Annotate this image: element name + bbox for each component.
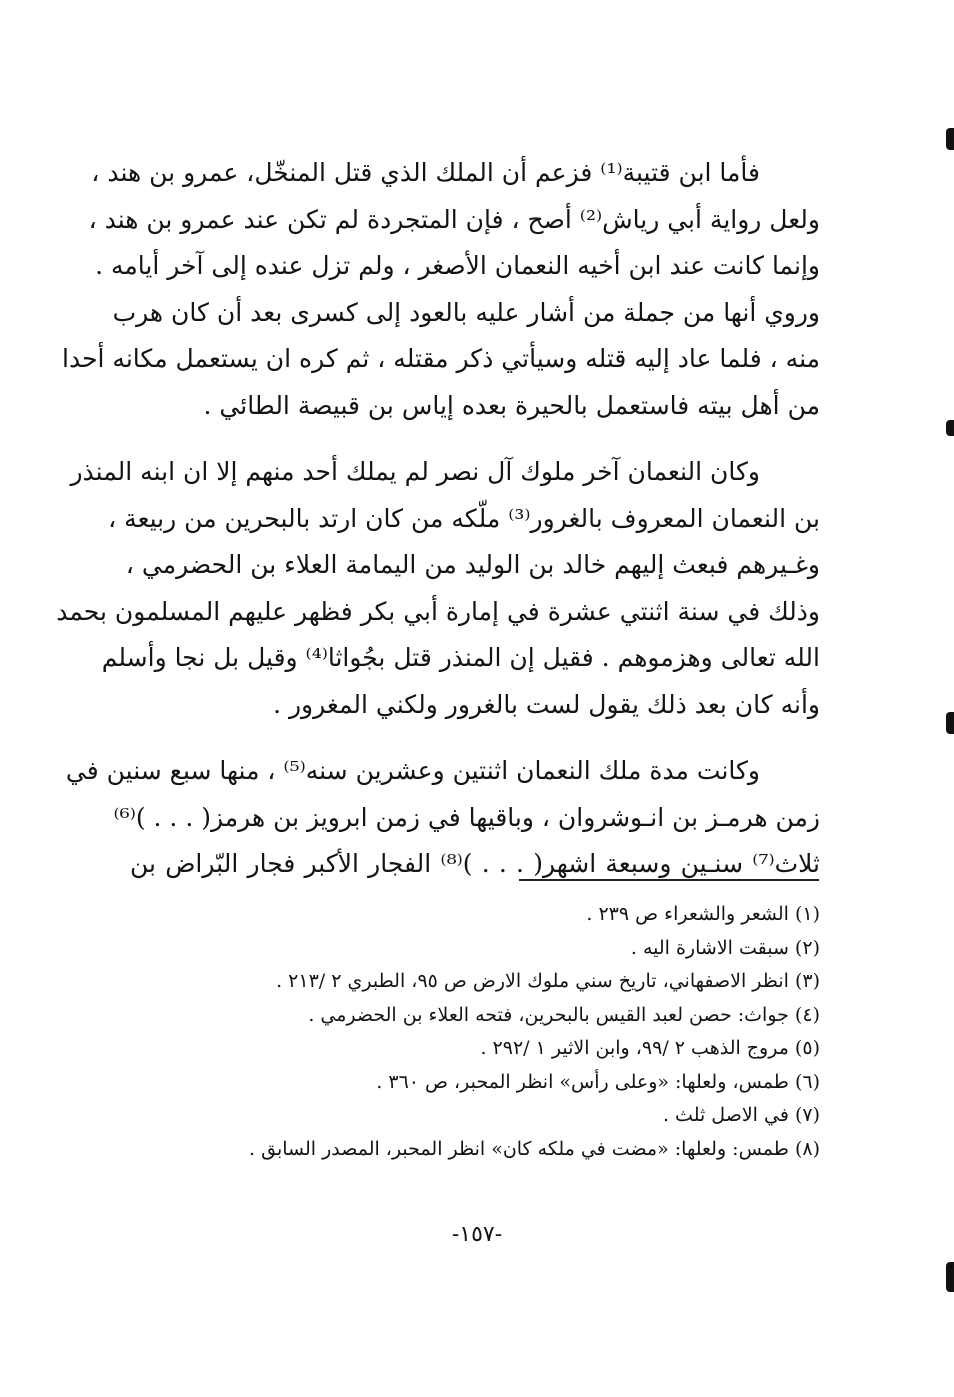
footnote: (٨) طمس: ولعلها: «مضت في ملكه كان» انظر المحبر، المصدر السابق . [249, 1137, 820, 1160]
text-line: وأنه كان بعد ذلك يقول لست بالغرور ولكني المغرور . [273, 689, 820, 719]
text-line: بن النعمان المعروف بالغرور⁽³⁾ ملّكه من كان ارتد بالبحرين من ربيعة ، [108, 503, 820, 533]
text-line: من أهل بيته فاستعمل بالحيرة بعده إياس بن قبيصة الطائي . [203, 390, 820, 420]
footnote: (٧) في الاصل ثلث . [662, 1104, 820, 1126]
footnote: (٤) جواث: حصن لعبد القيس بالبحرين، فتحه العلاء بن الحضرمي . [308, 1003, 820, 1026]
paragraph-2 [56, 449, 820, 728]
footnote: (٦) طمس، ولعلها: «وعلى رأس» انظر المحبر، ص ٣٦٠ . [376, 1070, 820, 1093]
paragraph-3 [65, 748, 820, 888]
main-text [56, 150, 820, 908]
footnote: (٣) انظر الاصفهاني، تاريخ سني ملوك الارض ص ٩٥، الطبري ٢ /٢١٣ . [276, 970, 820, 992]
binding-mark [946, 128, 954, 150]
paragraph-1 [62, 150, 820, 429]
binding-mark [946, 420, 954, 436]
text-line: منه ، فلما عاد إليه قتله وسيأتي ذكر مقتله ، ثم كره ان يستعمل مكانه أحدا [62, 344, 820, 373]
text-line: وكانت مدة ملك النعمان اثنتين وعشرين سنه⁽⁵⁾ ، منها سبع سنين في [65, 756, 760, 785]
text-line: الله تعالى وهزموهم . فقيل إن المنذر قتل بجُواثا⁽⁴⁾ وقيل بل نجا وأسلم [101, 643, 820, 672]
text-line: وإنما كانت عند ابن أخيه النعمان الأصغر ، ولم تزل عنده إلى آخر أيامه . [95, 251, 820, 280]
page-number: -١٥٧- [451, 1222, 503, 1247]
text-line: ثلاث⁽⁷⁾ سنـين وسبعة اشهر( . . . )⁽⁸⁾ الفجار الأكبر فجار البّراض بن [130, 849, 820, 878]
text-line: وكان النعمان آخر ملوك آل نصر لم يملك أحد منهم إلا ان ابنه المنذر [70, 457, 760, 486]
text-line: وغـيرهم فبعث إليهم خالد بن الوليد من اليمامة العلاء بن الحضرمي ، [125, 550, 820, 579]
text-line: وذلك في سنة اثنتي عشرة في إمارة أبي بكر فظهر عليهم المسلمون بحمد [56, 596, 820, 626]
text-line: زمن هرمـز بن انـوشروان ، وباقيها في زمن ابرويز بن هرمز( . . . )⁽⁶⁾ [113, 802, 820, 832]
binding-mark [946, 712, 954, 734]
binding-mark [946, 1262, 954, 1292]
footnotes-list [180, 898, 820, 1166]
text-line: ولعل رواية أبي رياش⁽²⁾ أصح ، فإن المتجردة لم تكن عند عمرو بن هند ، [88, 204, 820, 234]
footnote: (٥) مروج الذهب ٢ /٩٩، وابن الاثير ١ /٢٩٢ . [480, 1037, 820, 1059]
text-line: وروي أنها من جملة من أشار عليه بالعود إلى كسرى بعد أن كان هرب [112, 297, 820, 327]
footnote: (٢) سبقت الاشارة اليه . [630, 936, 820, 959]
text-line: فأما ابن قتيبة⁽¹⁾ فزعم أن الملك الذي قتل المنخّل، عمرو بن هند ، [91, 158, 760, 187]
footnote: (١) الشعر والشعراء ص ٢٣٩ . [586, 903, 820, 925]
footnote-separator [519, 879, 819, 881]
